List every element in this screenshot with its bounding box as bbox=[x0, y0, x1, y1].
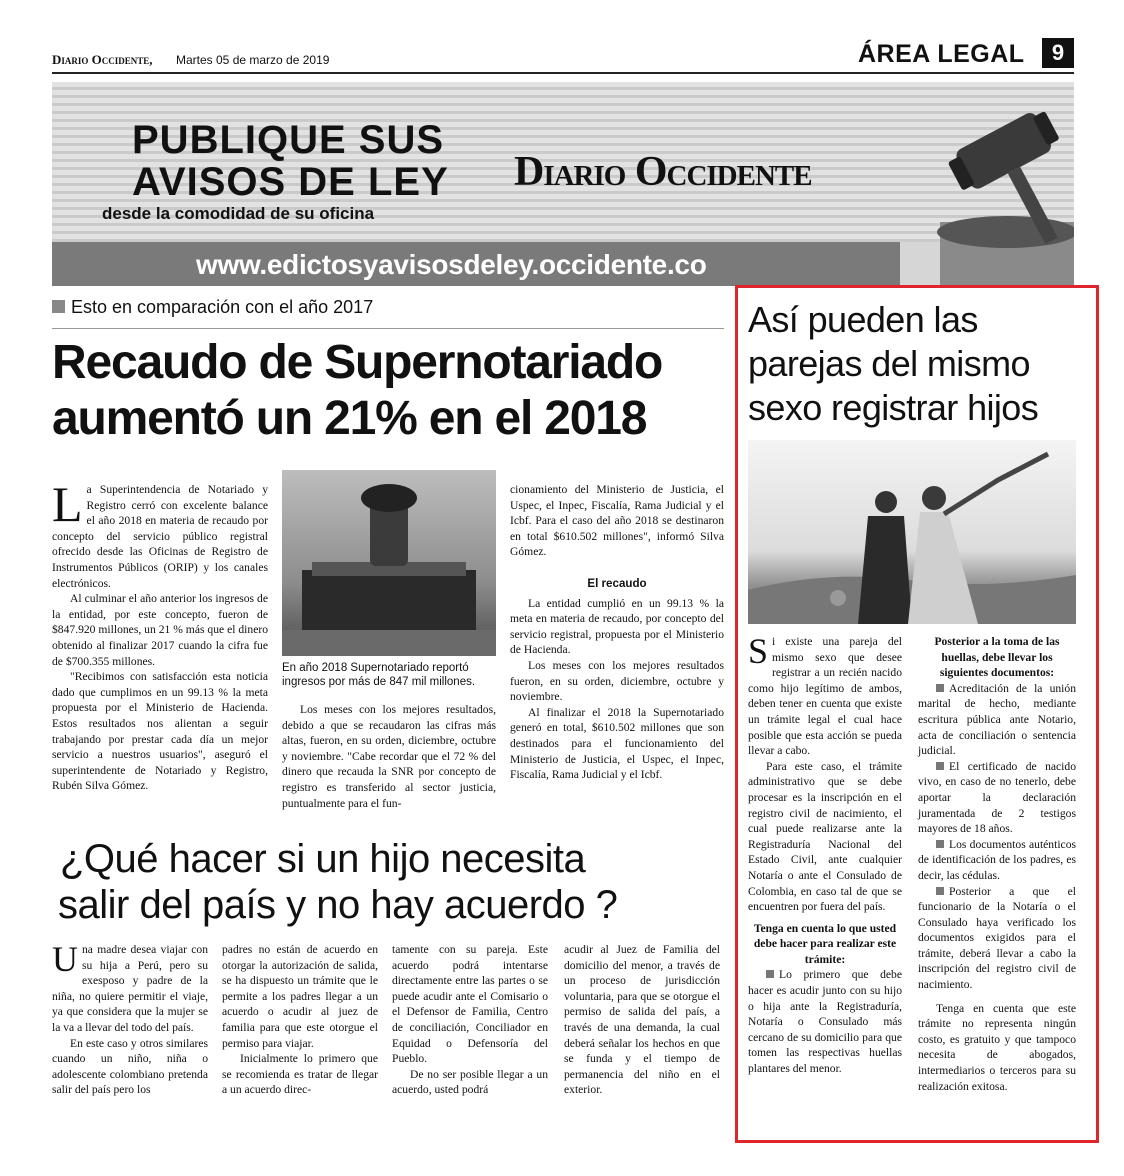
photo-caption: En año 2018 Supernotariado reportó ingresos por más de 847 mil millones. bbox=[282, 662, 476, 688]
article1-column-1: L a Superintendencia de Notariado y Registro cerró con excelente balance el año 2018 en materia de recaudo por concepto del servicio público registral ofrecido desde las Oficinas de Registro de Instrumentos Públicos (ORIP) y los canales electrónicos. Al culminar el año anterior los ingresos de la entidad, por este concepto, fueron de $847.920 millones, un 21 % más que el dinero obtenido al finalizar 2017 cuando la cifra fue de $700.355 millones. "Recibimos con satisfacción esta noticia dado que cumplimos en un 99.13 % la meta propuesta por el Ministerio de Hacienda. Estos resultados nos alientan a seguir trabajando por prestar cada día un mejor servicio a nuestros usuarios", aseguró el superintendente de Notariado y Registro, Rubén Silva Gómez. bbox=[52, 476, 268, 793]
stamp-photo bbox=[282, 470, 496, 656]
url-bar[interactable] bbox=[52, 242, 900, 286]
brand-logo: Diario Occidente bbox=[514, 149, 812, 195]
stamp-icon bbox=[282, 470, 496, 656]
gavel-icon bbox=[900, 82, 1074, 286]
article1-column-3: cionamiento del Ministerio de Justicia, el Uspec, el Inpec, Fiscalía, Rama Judicial y el Icbf. Para el caso del año 2018 se destinaron en total $610.502 millones", informó Silva Gómez. El recaudo La entidad cumplió en un 99.13 % la meta en materia de recaudo, por concepto del servicio registral, propuesta por el Ministerio de Hacienda. Los meses con los mejores resultados fueron, en su orden, diciembre, octubre y noviembre. Al finalizar el 2018 la Supernotariado generó en total, $610.502 millones que son destinados para el funcionamiento del Ministerio de Justicia, el Uspec, el Inpec, Fiscalía, Rama Judicial y el Icbf. bbox=[510, 483, 724, 782]
dropcap: U bbox=[52, 939, 78, 979]
page-header bbox=[52, 36, 1074, 72]
banner-url[interactable]: www.edictosyavisosdeley.occidente.co bbox=[196, 249, 707, 280]
issue-date: Martes 05 de marzo de 2019 bbox=[176, 53, 330, 67]
bullet-square-icon bbox=[936, 684, 944, 692]
article2-column-4: acudir al Juez de Familia del domicilio del menor, a través de un proceso de jurisdicción voluntaria, para que se otorgue el permiso de salida del país, a través de una demanda, la cual deberá señalar los hechos en que se funda y el tiempo de permanencia del niño en el exterior. bbox=[564, 943, 720, 1097]
banner-line-1: PUBLIQUE SUS bbox=[132, 118, 445, 162]
article1-kicker: Esto en comparación con el año 2017 bbox=[52, 297, 373, 318]
article2-column-2: padres no están de acuerdo en otorgar la autorización de salida, se ha dispuesto un trámite que le permite a los padres llegar a un acuerdo o acudir al juez de familia para que este otorgue el permiso para viajar. Inicialmente lo primero que se recomienda es tratar de llegar a un acuerdo direc- bbox=[222, 943, 378, 1097]
article2-headline: ¿Qué hacer si un hijo necesita salir del país y no hay acuerdo ? bbox=[58, 837, 618, 927]
article2-column-3: tamente con su pareja. Este acuerdo podrá intentarse directamente entre las partes o se puede acudir ante el Comisario o el Defensor de Familia, Centro de conciliación, Conciliador en Equidad o Defensoría del Pueblo. De no ser posible llegar a un acuerdo, usted podrá bbox=[392, 943, 548, 1097]
dropcap: S bbox=[748, 631, 769, 671]
article3-headline: Así pueden las parejas del mismo sexo registrar hijos bbox=[748, 299, 1039, 428]
kicker-square-icon bbox=[52, 300, 65, 313]
banner-line-2: AVISOS DE LEY bbox=[132, 160, 449, 204]
paper-name: Diario Occidente, bbox=[52, 52, 153, 67]
article3-column-1: S i existe una pareja del mismo sexo que desee registrar a un recién nacido como hijo legítimo de ambos, deben tener en cuenta que existe un trámite legal el cual hace posible que esta acción se pueda llevar a cabo. Para este caso, el trámite administrativo que se debe procesar es la inscripción en el registro civil de nacimiento, el cual puede realizarse ante la Registraduría Nacional del Estado Civil, ante cualquier Notaría o ante el Consulado de Colombia, en caso tal de que se encuentren por fuera del país. Tenga en cuenta lo que usted debe hacer para realizar este trámite: Lo primero que debe hacer es acudir junto con su hijo o hija ante la Registraduría, Notaría o Consulado más cercano de su domicilio para que tomen las respectivas huellas plantares del menor. bbox=[748, 631, 902, 1076]
page-number: 9 bbox=[1042, 38, 1074, 68]
bullet-square-icon bbox=[936, 887, 944, 895]
kicker-rule bbox=[52, 328, 724, 329]
section-title: ÁREA LEGAL bbox=[858, 40, 1025, 68]
bullet-square-icon bbox=[936, 762, 944, 770]
couple-photo bbox=[748, 440, 1076, 624]
bullet-square-icon bbox=[936, 840, 944, 848]
header-rule bbox=[52, 72, 1074, 74]
article2-column-1: U na madre desea viajar con su hija a Perú, pero su exesposo y padre de la niña, no quiere permitir el viaje, ya que considera que la mujer se la va a llevar del todo del país. En este caso y otros similares cuando un niño, niña o adolescente colombiano pretenda salir del país pero los bbox=[52, 939, 208, 1097]
article3-column-2: Posterior a la toma de las huellas, debe llevar los siguientes documentos: Acreditación de la unión marital de hecho, mediante escritura pública ante Notario, acta de conciliación o sentencia judicial. El certificado de nacido vivo, en caso de no tenerlo, debe aportar la declaración juramentada de 2 testigos mayores de 18 años. Los documentos auténticos de identificación de los padres, es decir, las cédulas. Posterior a que el funcionario de la Notaría o el Consulado haya verificado los documentos exigidos para el trámite, deberá llevar a cabo la inscripción del registro civil de nacimiento. Tenga en cuenta que este trámite no representa ningún costo, es gratuito y que tampoco necesita de abogados, intermediarios o terceros para su realización exitosa. bbox=[918, 635, 1076, 1093]
article1-headline: Recaudo de Supernotariado aumentó un 21% en el 2018 bbox=[52, 336, 663, 445]
article1-column-2: Los meses con los mejores resultados, debido a que se recaudaron las cifras más altas, fueron, en su orden, diciembre, octubre y noviembre. "Cabe recordar que el 72 % del dinero que recauda la SNR por concepto de registro es transferido al sector justicia, puntualmente para el fun- bbox=[282, 703, 496, 810]
dropcap: L bbox=[52, 476, 83, 532]
legal-notices-banner[interactable] bbox=[52, 82, 1074, 286]
couple-silhouette-icon bbox=[748, 440, 1076, 624]
banner-line-3: desde la comodidad de su oficina bbox=[102, 204, 375, 223]
subhead: El recaudo bbox=[587, 576, 647, 590]
bullet-square-icon bbox=[766, 970, 774, 978]
